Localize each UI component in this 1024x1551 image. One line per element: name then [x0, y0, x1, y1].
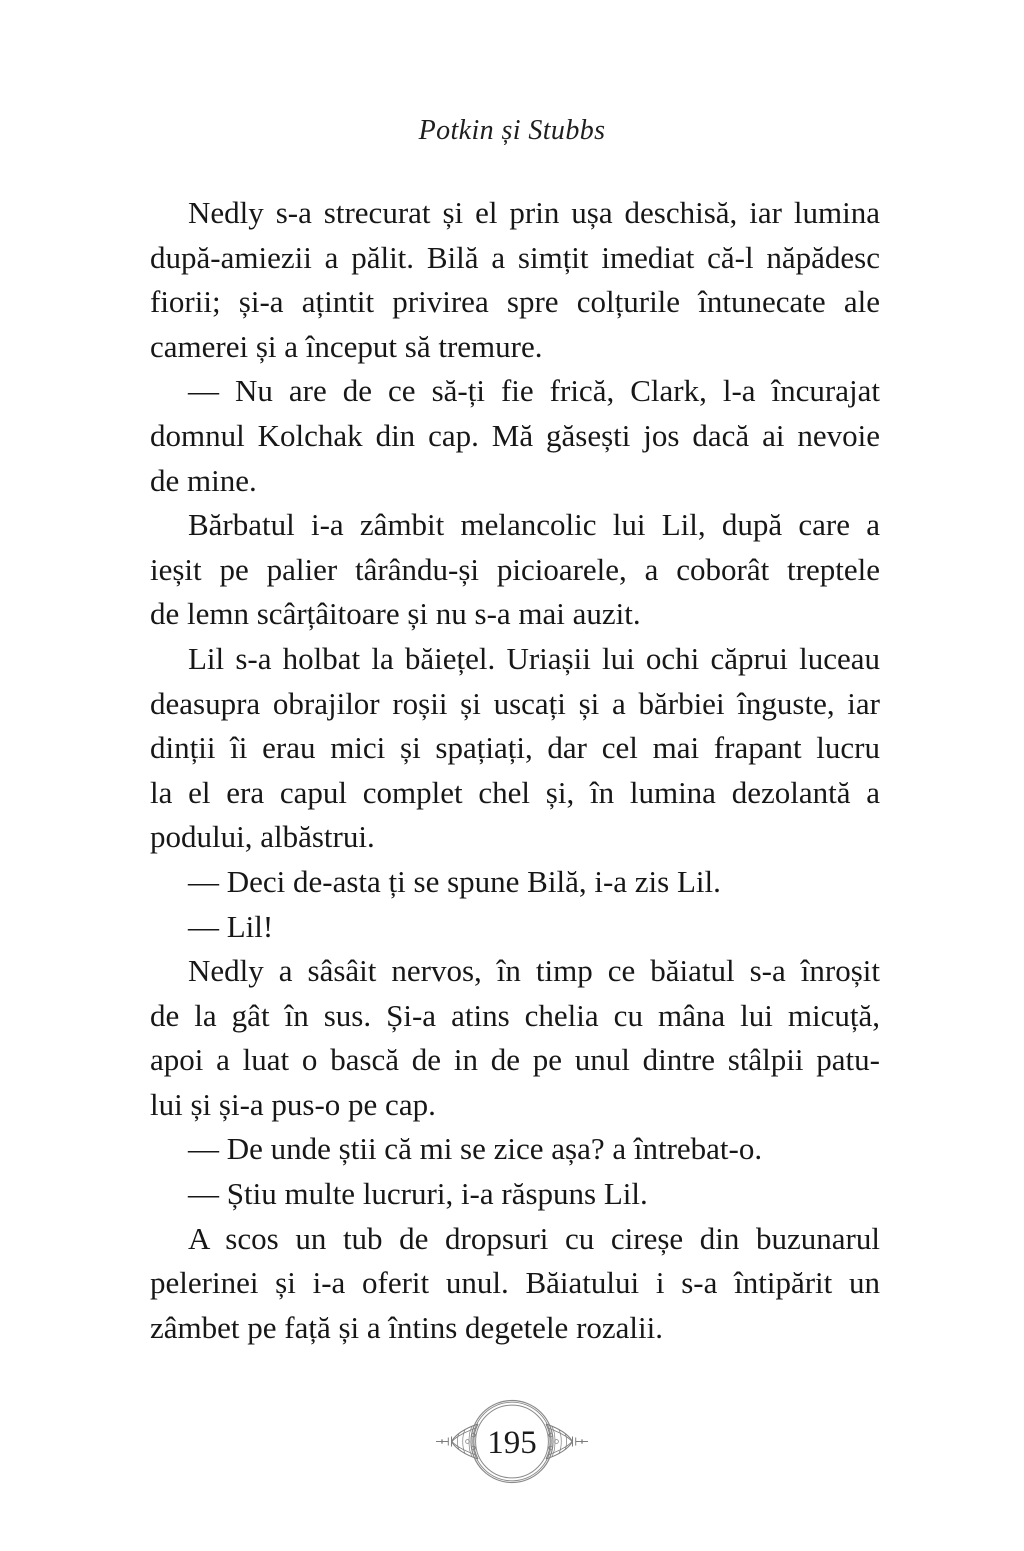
paragraph [150, 1172, 880, 1217]
paragraph [150, 637, 880, 860]
text-line: de la gât în sus. Și-a atins chelia cu mâna lui micuță, [150, 997, 880, 1033]
text-line: — Nu are de ce să-ți fie frică, Clark, l-a încurajat [188, 373, 880, 409]
text-line: Bărbatul i-a zâmbit melancolic lui Lil, după care a [188, 507, 880, 543]
text-line: ieșit pe palier târându-și picioarele, a coborât treptele [150, 551, 880, 587]
text-line: după-amiezii a pălit. Bilă a simțit imediat că-l năpădesc [150, 239, 880, 275]
text-line: fiorii; și-a ațintit privirea spre colțurile întunecate ale [150, 284, 880, 320]
text-line: camerei și a început să tremure. [150, 328, 543, 364]
text-line: Lil s-a holbat la băiețel. Uriașii lui ochi căprui luceau [188, 640, 880, 676]
paragraph [150, 1217, 880, 1351]
text-line: pelerinei și i-a oferit unul. Băiatului i s-a întipărit un [150, 1265, 880, 1301]
text-line: — Deci de-asta ți se spune Bilă, i-a zis Lil. [188, 863, 721, 899]
text-line: dinții îi erau mici și spațiați, dar cel mai frapant lucru [150, 730, 880, 766]
text-line: deasupra obrajilor roșii și uscați și a bărbiei înguste, iar [150, 685, 880, 721]
paragraph [150, 1127, 880, 1172]
text-line: de lemn scârțâitoare și nu s-a mai auzit. [150, 596, 641, 632]
folio-ornament-icon [432, 1388, 592, 1498]
text-line: apoi a luat o bască de in de pe unul dintre stâlpii patu- [150, 1042, 880, 1078]
paragraph [150, 369, 880, 503]
text-line: — De unde știi că mi se zice așa? a întrebat-o. [188, 1131, 763, 1167]
paragraph [150, 191, 880, 369]
text-line: domnul Kolchak din cap. Mă găsești jos dacă ai nevoie [150, 417, 880, 453]
text-line: Nedly a sâsâit nervos, în timp ce băiatul s-a înroșit [188, 953, 880, 989]
paragraph [150, 503, 880, 637]
text-line: lui și și-a pus-o pe cap. [150, 1086, 436, 1122]
text-line: zâmbet pe față și a întins degetele rozalii. [150, 1309, 663, 1345]
running-header: Potkin și Stubbs [418, 115, 606, 146]
text-line: la el era capul complet chel și, în lumina dezolantă a [150, 774, 880, 810]
page-number-ornament [432, 1388, 592, 1498]
text-block [150, 191, 880, 1350]
paragraph [150, 905, 880, 950]
text-line: — Lil! [188, 908, 274, 944]
paragraph [150, 860, 880, 905]
text-line: A scos un tub de dropsuri cu cireșe din buzunarul [188, 1220, 880, 1256]
text-line: de mine. [150, 462, 257, 498]
text-line: Nedly s-a strecurat și el prin ușa deschisă, iar lumina [188, 195, 880, 230]
paragraph [150, 949, 880, 1127]
text-line: podului, albăstrui. [150, 819, 375, 855]
page-number: 195 [487, 1425, 537, 1461]
text-line: — Știu multe lucruri, i-a răspuns Lil. [188, 1176, 648, 1212]
